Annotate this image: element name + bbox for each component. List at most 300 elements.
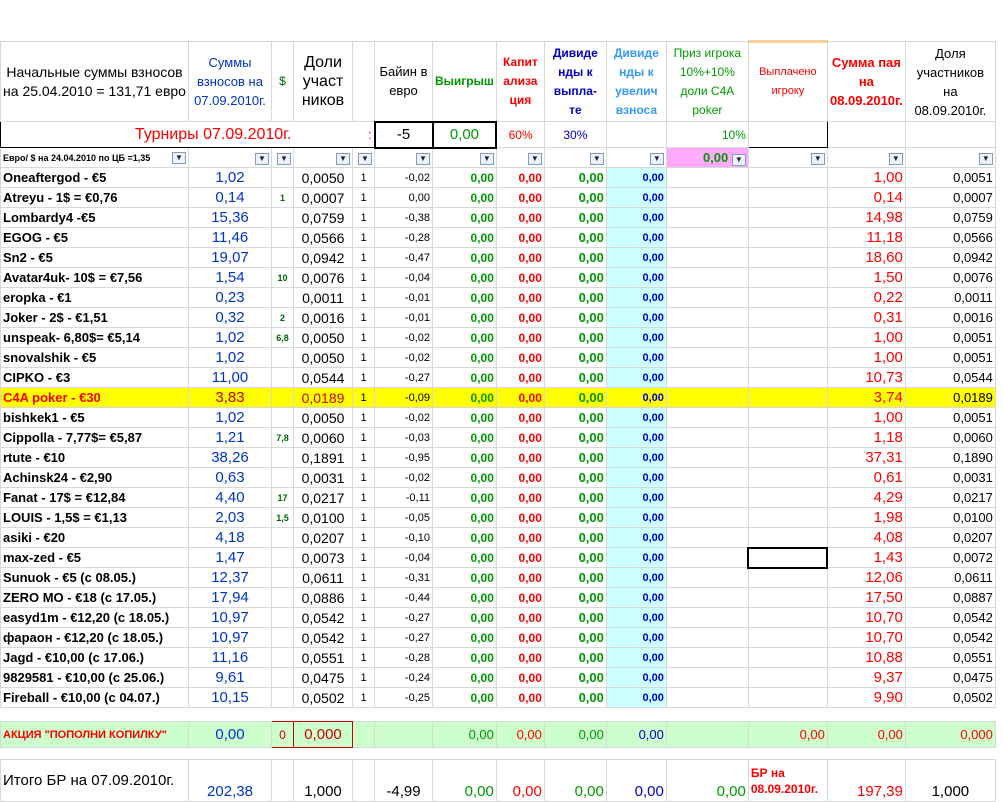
participant-win[interactable]: 0,00	[433, 308, 497, 328]
filter-div[interactable]	[544, 148, 606, 168]
participant-pai[interactable]: 4,08	[827, 528, 905, 548]
filter-divinc[interactable]	[606, 148, 666, 168]
participant-prize[interactable]	[666, 268, 748, 288]
participant-share2[interactable]: 0,0566	[905, 228, 995, 248]
participant-buyin[interactable]: -0,02	[375, 168, 433, 188]
participant-usd[interactable]	[272, 608, 294, 628]
participant-divinc[interactable]: 0,00	[606, 348, 666, 368]
participant-paid[interactable]	[748, 168, 827, 188]
participant-name[interactable]: max-zed - €5	[1, 548, 189, 568]
participant-divinc[interactable]: 0,00	[606, 468, 666, 488]
participant-count[interactable]: 1	[353, 368, 375, 388]
participant-win[interactable]: 0,00	[433, 288, 497, 308]
participant-paid[interactable]	[748, 488, 827, 508]
participant-usd[interactable]: 2	[272, 308, 294, 328]
participant-prize[interactable]	[666, 388, 748, 408]
participant-share2[interactable]: 0,0051	[905, 348, 995, 368]
participant-divinc[interactable]: 0,00	[606, 168, 666, 188]
participant-share[interactable]: 0,0502	[294, 688, 353, 708]
participant-win[interactable]: 0,00	[433, 688, 497, 708]
participant-win[interactable]: 0,00	[433, 528, 497, 548]
participant-sum[interactable]: 3,83	[189, 388, 272, 408]
participant-usd[interactable]	[272, 448, 294, 468]
participant-usd[interactable]	[272, 288, 294, 308]
participant-sum[interactable]: 1,21	[189, 428, 272, 448]
participant-share2[interactable]: 0,0011	[905, 288, 995, 308]
participant-name[interactable]: Avatar4uk- 10$ = €7,56	[1, 268, 189, 288]
participant-pai[interactable]: 9,90	[827, 688, 905, 708]
participant-pai[interactable]: 0,14	[827, 188, 905, 208]
participant-win[interactable]: 0,00	[433, 568, 497, 588]
participant-count[interactable]: 1	[353, 668, 375, 688]
filter-n[interactable]	[353, 148, 375, 168]
participant-sum[interactable]: 1,02	[189, 408, 272, 428]
participant-divinc[interactable]: 0,00	[606, 608, 666, 628]
participant-win[interactable]: 0,00	[433, 548, 497, 568]
participant-divinc[interactable]: 0,00	[606, 368, 666, 388]
participant-buyin[interactable]: -0,05	[375, 508, 433, 528]
participant-share[interactable]: 0,0207	[294, 528, 353, 548]
participant-win[interactable]: 0,00	[433, 448, 497, 468]
participant-sum[interactable]: 1,02	[189, 328, 272, 348]
participant-paid[interactable]	[748, 188, 827, 208]
participant-win[interactable]: 0,00	[433, 408, 497, 428]
participant-divinc[interactable]: 0,00	[606, 508, 666, 528]
filter-dropdown-icon[interactable]: ▼	[255, 153, 269, 165]
participant-name[interactable]: easyd1m - €12,20 (с 18.05.)	[1, 608, 189, 628]
participant-divinc[interactable]: 0,00	[606, 448, 666, 468]
participant-usd[interactable]	[272, 688, 294, 708]
participant-cap[interactable]: 0,00	[496, 408, 544, 428]
participant-cap[interactable]: 0,00	[496, 248, 544, 268]
akcia-share2[interactable]: 0,000	[905, 722, 995, 748]
participant-pai[interactable]: 0,61	[827, 468, 905, 488]
participant-buyin[interactable]: -0,28	[375, 648, 433, 668]
participant-usd[interactable]	[272, 168, 294, 188]
participant-sum[interactable]: 0,32	[189, 308, 272, 328]
participant-pai[interactable]: 1,00	[827, 328, 905, 348]
participant-buyin[interactable]: -0,02	[375, 328, 433, 348]
participant-divinc[interactable]: 0,00	[606, 488, 666, 508]
participant-name[interactable]: фараон - €12,20 (с 18.05.)	[1, 628, 189, 648]
participant-cap[interactable]: 0,00	[496, 648, 544, 668]
participant-cap[interactable]: 0,00	[496, 168, 544, 188]
participant-div[interactable]: 0,00	[544, 248, 606, 268]
participant-divinc[interactable]: 0,00	[606, 668, 666, 688]
participant-prize[interactable]	[666, 188, 748, 208]
participant-buyin[interactable]: -0,24	[375, 668, 433, 688]
participant-buyin[interactable]: -0,11	[375, 488, 433, 508]
participant-cap[interactable]: 0,00	[496, 228, 544, 248]
participant-share2[interactable]: 0,0060	[905, 428, 995, 448]
filter-dropdown-icon[interactable]: ▼	[650, 153, 664, 165]
participant-win[interactable]: 0,00	[433, 228, 497, 248]
participant-buyin[interactable]: -0,10	[375, 528, 433, 548]
filter-pai[interactable]	[827, 148, 905, 168]
participant-name[interactable]: C4A poker - €30	[1, 388, 189, 408]
participant-sum[interactable]: 10,15	[189, 688, 272, 708]
participant-share2[interactable]: 0,0544	[905, 368, 995, 388]
participant-pai[interactable]: 12,06	[827, 568, 905, 588]
akcia-sum[interactable]: 0,00	[189, 722, 272, 748]
participant-cap[interactable]: 0,00	[496, 208, 544, 228]
participant-div[interactable]: 0,00	[544, 408, 606, 428]
akcia-divinc[interactable]: 0,00	[606, 722, 666, 748]
participant-share2[interactable]: 0,0207	[905, 528, 995, 548]
participant-divinc[interactable]: 0,00	[606, 548, 666, 568]
participant-share2[interactable]: 0,0887	[905, 588, 995, 608]
participant-div[interactable]: 0,00	[544, 688, 606, 708]
participant-prize[interactable]	[666, 288, 748, 308]
participant-share2[interactable]: 0,0076	[905, 268, 995, 288]
participant-share2[interactable]: 0,0502	[905, 688, 995, 708]
participant-buyin[interactable]: -0,02	[375, 408, 433, 428]
participant-share[interactable]: 0,0189	[294, 388, 353, 408]
participant-share[interactable]: 0,0016	[294, 308, 353, 328]
filter-dropdown-icon[interactable]: ▼	[358, 153, 372, 165]
akcia-div[interactable]: 0,00	[544, 722, 606, 748]
filter-buyin[interactable]	[375, 148, 433, 168]
participant-win[interactable]: 0,00	[433, 188, 497, 208]
participant-pai[interactable]: 1,00	[827, 348, 905, 368]
participant-share2[interactable]: 0,0475	[905, 668, 995, 688]
participant-paid[interactable]	[748, 368, 827, 388]
participant-paid[interactable]	[748, 208, 827, 228]
participant-cap[interactable]: 0,00	[496, 688, 544, 708]
participant-paid[interactable]	[748, 448, 827, 468]
participant-share[interactable]: 0,0050	[294, 348, 353, 368]
participant-cap[interactable]: 0,00	[496, 568, 544, 588]
total-div[interactable]: 0,00	[544, 760, 606, 802]
participant-pai[interactable]: 17,50	[827, 588, 905, 608]
participant-name[interactable]: unspeak- 6,80$= €5,14	[1, 328, 189, 348]
participant-pai[interactable]: 1,00	[827, 168, 905, 188]
participant-share2[interactable]: 0,1890	[905, 448, 995, 468]
participant-pai[interactable]: 1,43	[827, 548, 905, 568]
participant-buyin[interactable]: 0,00	[375, 188, 433, 208]
participant-share[interactable]: 0,0031	[294, 468, 353, 488]
participant-sum[interactable]: 1,02	[189, 348, 272, 368]
participant-share[interactable]: 0,0542	[294, 628, 353, 648]
participant-div[interactable]: 0,00	[544, 588, 606, 608]
participant-buyin[interactable]: -0,27	[375, 628, 433, 648]
participant-name[interactable]: EGOG - €5	[1, 228, 189, 248]
participant-usd[interactable]: 6,8	[272, 328, 294, 348]
participant-share[interactable]: 0,0007	[294, 188, 353, 208]
participant-win[interactable]: 0,00	[433, 488, 497, 508]
participant-paid[interactable]	[748, 668, 827, 688]
akcia-paid[interactable]: 0,00	[748, 722, 827, 748]
participant-prize[interactable]	[666, 628, 748, 648]
participant-win[interactable]: 0,00	[433, 348, 497, 368]
participant-usd[interactable]: 10	[272, 268, 294, 288]
akcia-cap[interactable]: 0,00	[496, 722, 544, 748]
participant-sum[interactable]: 9,61	[189, 668, 272, 688]
participant-prize[interactable]	[666, 248, 748, 268]
participant-usd[interactable]	[272, 668, 294, 688]
participant-share[interactable]: 0,0475	[294, 668, 353, 688]
participant-share[interactable]: 0,0100	[294, 508, 353, 528]
filter-dropdown-icon[interactable]: ▼	[416, 153, 430, 165]
participant-pai[interactable]: 10,70	[827, 608, 905, 628]
participant-div[interactable]: 0,00	[544, 568, 606, 588]
participant-share2[interactable]: 0,0031	[905, 468, 995, 488]
participant-cap[interactable]: 0,00	[496, 268, 544, 288]
filter-share[interactable]	[294, 148, 353, 168]
participant-divinc[interactable]: 0,00	[606, 408, 666, 428]
participant-share[interactable]: 0,0076	[294, 268, 353, 288]
participant-count[interactable]: 1	[353, 268, 375, 288]
filter-dropdown-icon[interactable]: ▼	[480, 153, 494, 165]
participant-prize[interactable]	[666, 648, 748, 668]
participant-cap[interactable]: 0,00	[496, 588, 544, 608]
participant-div[interactable]: 0,00	[544, 348, 606, 368]
participant-sum[interactable]: 4,40	[189, 488, 272, 508]
participant-sum[interactable]: 19,07	[189, 248, 272, 268]
participant-win[interactable]: 0,00	[433, 208, 497, 228]
total-buyin[interactable]: -4,99	[375, 760, 433, 802]
participant-div[interactable]: 0,00	[544, 428, 606, 448]
filter-prize[interactable]	[666, 148, 748, 168]
participant-buyin[interactable]: -0,38	[375, 208, 433, 228]
participant-share2[interactable]: 0,0542	[905, 628, 995, 648]
participant-cap[interactable]: 0,00	[496, 308, 544, 328]
participant-div[interactable]: 0,00	[544, 608, 606, 628]
participant-div[interactable]: 0,00	[544, 528, 606, 548]
participant-pai[interactable]: 10,70	[827, 628, 905, 648]
akcia-share[interactable]: 0,000	[294, 722, 353, 748]
filter-dropdown-icon[interactable]: ▼	[889, 153, 903, 165]
participant-div[interactable]: 0,00	[544, 368, 606, 388]
participant-cap[interactable]: 0,00	[496, 468, 544, 488]
participant-sum[interactable]: 0,14	[189, 188, 272, 208]
participant-divinc[interactable]: 0,00	[606, 528, 666, 548]
participant-share2[interactable]: 0,0759	[905, 208, 995, 228]
participant-win[interactable]: 0,00	[433, 588, 497, 608]
participant-name[interactable]: CIPKO - €3	[1, 368, 189, 388]
participant-prize[interactable]	[666, 348, 748, 368]
participant-sum[interactable]: 1,54	[189, 268, 272, 288]
participant-paid[interactable]	[748, 328, 827, 348]
participant-sum[interactable]: 38,26	[189, 448, 272, 468]
total-prize[interactable]: 0,00	[666, 760, 748, 802]
participant-usd[interactable]	[272, 348, 294, 368]
filter-sum[interactable]	[189, 148, 272, 168]
akcia-win[interactable]: 0,00	[433, 722, 497, 748]
participant-paid[interactable]	[748, 408, 827, 428]
participant-cap[interactable]: 0,00	[496, 428, 544, 448]
participant-div[interactable]: 0,00	[544, 548, 606, 568]
participant-count[interactable]: 1	[353, 388, 375, 408]
participant-name[interactable]: snovalshik - €5	[1, 348, 189, 368]
participant-sum[interactable]: 0,63	[189, 468, 272, 488]
participant-div[interactable]: 0,00	[544, 208, 606, 228]
participant-win[interactable]: 0,00	[433, 368, 497, 388]
participant-paid[interactable]	[748, 288, 827, 308]
participant-usd[interactable]	[272, 208, 294, 228]
participant-paid[interactable]	[748, 428, 827, 448]
participant-share[interactable]: 0,0217	[294, 488, 353, 508]
participant-buyin[interactable]: -0,31	[375, 568, 433, 588]
participant-div[interactable]: 0,00	[544, 488, 606, 508]
participant-buyin[interactable]: -0,04	[375, 268, 433, 288]
participant-div[interactable]: 0,00	[544, 468, 606, 488]
filter-paid[interactable]	[748, 148, 827, 168]
participant-buyin[interactable]: -0,27	[375, 368, 433, 388]
participant-div[interactable]: 0,00	[544, 388, 606, 408]
participant-name[interactable]: Lombardy4 -€5	[1, 208, 189, 228]
filter-dropdown-icon[interactable]: ▼	[336, 153, 350, 165]
participant-share2[interactable]: 0,0051	[905, 408, 995, 428]
participant-name[interactable]: bishkek1 - €5	[1, 408, 189, 428]
participant-win[interactable]: 0,00	[433, 648, 497, 668]
participant-pai[interactable]: 9,37	[827, 668, 905, 688]
filter-dropdown-icon[interactable]: ▼	[811, 153, 825, 165]
participant-win[interactable]: 0,00	[433, 168, 497, 188]
participant-sum[interactable]: 11,16	[189, 648, 272, 668]
participant-sum[interactable]: 10,97	[189, 608, 272, 628]
participant-prize[interactable]	[666, 528, 748, 548]
participant-usd[interactable]	[272, 408, 294, 428]
participant-win[interactable]: 0,00	[433, 388, 497, 408]
participant-name[interactable]: eropka - €1	[1, 288, 189, 308]
participant-usd[interactable]	[272, 388, 294, 408]
participant-divinc[interactable]: 0,00	[606, 588, 666, 608]
participant-pai[interactable]: 37,31	[827, 448, 905, 468]
participant-pai[interactable]: 1,18	[827, 428, 905, 448]
participant-prize[interactable]	[666, 328, 748, 348]
participant-cap[interactable]: 0,00	[496, 328, 544, 348]
participant-sum[interactable]: 4,18	[189, 528, 272, 548]
participant-share[interactable]: 0,0050	[294, 328, 353, 348]
participant-name[interactable]: Oneaftergod - €5	[1, 168, 189, 188]
tournaments-paid-box[interactable]	[748, 122, 827, 148]
participant-paid[interactable]	[748, 348, 827, 368]
participant-cap[interactable]: 0,00	[496, 628, 544, 648]
participant-cap[interactable]: 0,00	[496, 368, 544, 388]
participant-pai[interactable]: 1,00	[827, 408, 905, 428]
participant-name[interactable]: rtute - €10	[1, 448, 189, 468]
participant-div[interactable]: 0,00	[544, 268, 606, 288]
participant-divinc[interactable]: 0,00	[606, 428, 666, 448]
participant-share[interactable]: 0,0542	[294, 608, 353, 628]
filter-dropdown-icon[interactable]: ▼	[172, 152, 186, 164]
participant-sum[interactable]: 17,94	[189, 588, 272, 608]
participant-buyin[interactable]: -0,02	[375, 348, 433, 368]
akcia-usd[interactable]: 0	[272, 722, 294, 748]
participant-cap[interactable]: 0,00	[496, 388, 544, 408]
participant-count[interactable]: 1	[353, 348, 375, 368]
participant-paid[interactable]	[748, 248, 827, 268]
participant-name[interactable]: 9829581 - €10,00 (с 25.06.)	[1, 668, 189, 688]
participant-divinc[interactable]: 0,00	[606, 208, 666, 228]
participant-paid[interactable]	[748, 388, 827, 408]
participant-sum[interactable]: 1,02	[189, 168, 272, 188]
participant-win[interactable]: 0,00	[433, 668, 497, 688]
participant-paid[interactable]	[748, 508, 827, 528]
participant-pai[interactable]: 11,18	[827, 228, 905, 248]
tournaments-win[interactable]: 0,00	[433, 122, 497, 148]
participant-share2[interactable]: 0,0611	[905, 568, 995, 588]
participant-cap[interactable]: 0,00	[496, 528, 544, 548]
total-cap[interactable]: 0,00	[496, 760, 544, 802]
participant-prize[interactable]	[666, 588, 748, 608]
participant-share2[interactable]: 0,0217	[905, 488, 995, 508]
participant-count[interactable]: 1	[353, 628, 375, 648]
participant-cap[interactable]: 0,00	[496, 608, 544, 628]
participant-prize[interactable]	[666, 208, 748, 228]
participant-prize[interactable]	[666, 408, 748, 428]
filter-rate-label[interactable]	[1, 148, 189, 168]
participant-divinc[interactable]: 0,00	[606, 648, 666, 668]
total-sum[interactable]: 202,38	[189, 760, 272, 802]
participant-divinc[interactable]: 0,00	[606, 328, 666, 348]
participant-paid[interactable]	[748, 648, 827, 668]
participant-name[interactable]: Sn2 - €5	[1, 248, 189, 268]
participant-paid[interactable]	[748, 228, 827, 248]
participant-win[interactable]: 0,00	[433, 508, 497, 528]
participant-pai[interactable]: 18,60	[827, 248, 905, 268]
participant-buyin[interactable]: -0,44	[375, 588, 433, 608]
participant-div[interactable]: 0,00	[544, 168, 606, 188]
participant-usd[interactable]	[272, 628, 294, 648]
participant-count[interactable]: 1	[353, 248, 375, 268]
participant-sum[interactable]: 10,97	[189, 628, 272, 648]
participant-divinc[interactable]: 0,00	[606, 388, 666, 408]
participant-prize[interactable]	[666, 668, 748, 688]
akcia-pai[interactable]: 0,00	[827, 722, 905, 748]
participant-buyin[interactable]: -0,01	[375, 288, 433, 308]
participant-count[interactable]: 1	[353, 208, 375, 228]
participant-prize[interactable]	[666, 308, 748, 328]
tournaments-buyin[interactable]: -5	[375, 122, 433, 148]
participant-count[interactable]: 1	[353, 688, 375, 708]
participant-divinc[interactable]: 0,00	[606, 268, 666, 288]
participant-prize[interactable]	[666, 548, 748, 568]
participant-usd[interactable]	[272, 248, 294, 268]
participant-buyin[interactable]: -0,02	[375, 468, 433, 488]
participant-buyin[interactable]: -0,28	[375, 228, 433, 248]
participant-count[interactable]: 1	[353, 408, 375, 428]
participant-sum[interactable]: 15,36	[189, 208, 272, 228]
participant-name[interactable]: ZERO MO - €18 (с 17.05.)	[1, 588, 189, 608]
participant-name[interactable]: asiki - €20	[1, 528, 189, 548]
participant-cap[interactable]: 0,00	[496, 448, 544, 468]
participant-divinc[interactable]: 0,00	[606, 308, 666, 328]
participant-usd[interactable]: 1,5	[272, 508, 294, 528]
participant-share[interactable]: 0,1891	[294, 448, 353, 468]
participant-name[interactable]: Fanat - 17$ = €12,84	[1, 488, 189, 508]
participant-div[interactable]: 0,00	[544, 228, 606, 248]
participant-pai[interactable]: 3,74	[827, 388, 905, 408]
participant-share2[interactable]: 0,0542	[905, 608, 995, 628]
participant-divinc[interactable]: 0,00	[606, 628, 666, 648]
participant-win[interactable]: 0,00	[433, 248, 497, 268]
participant-usd[interactable]	[272, 368, 294, 388]
filter-cap[interactable]	[496, 148, 544, 168]
participant-cap[interactable]: 0,00	[496, 668, 544, 688]
participant-name[interactable]: Sunuok - €5 (с 08.05.)	[1, 568, 189, 588]
participant-share[interactable]: 0,0544	[294, 368, 353, 388]
participant-div[interactable]: 0,00	[544, 448, 606, 468]
participant-buyin[interactable]: -0,95	[375, 448, 433, 468]
participant-usd[interactable]: 1	[272, 188, 294, 208]
participant-prize[interactable]	[666, 608, 748, 628]
participant-share2[interactable]: 0,0072	[905, 548, 995, 568]
filter-dropdown-icon[interactable]: ▼	[528, 153, 542, 165]
participant-count[interactable]: 1	[353, 468, 375, 488]
participant-div[interactable]: 0,00	[544, 188, 606, 208]
